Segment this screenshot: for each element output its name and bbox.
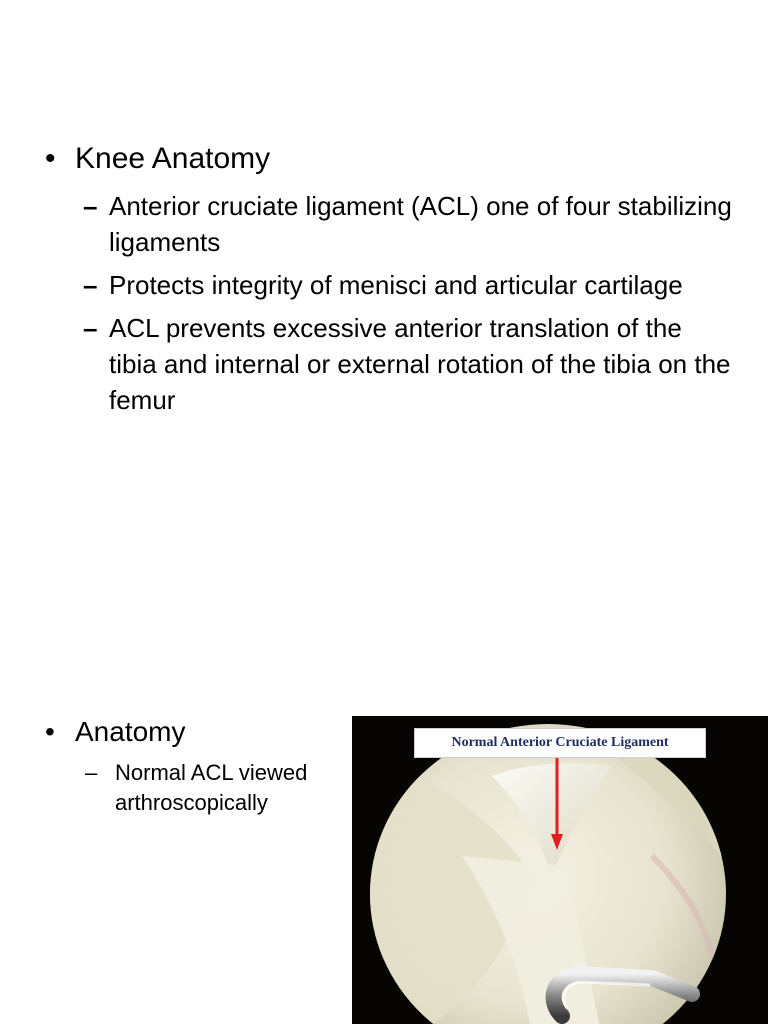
subpoint-acl-ligament [83, 188, 733, 260]
dash-marker: – [85, 760, 98, 785]
bullet-text: Knee Anatomy [75, 142, 271, 175]
subpoint-text: Protects integrity of menisci and articular cartilage [109, 270, 683, 300]
subpoint-normal-acl [85, 758, 347, 818]
image-caption: Normal Anterior Cruciate Ligament [414, 728, 706, 758]
bullet-text: Anatomy [75, 716, 186, 747]
slide-anatomy [0, 512, 768, 1024]
bullet-knee-anatomy [45, 140, 270, 178]
dash-marker: – [83, 191, 98, 221]
bullet-anatomy [45, 714, 186, 750]
subpoint-protects-integrity [83, 267, 733, 303]
subpoint-prevents-translation [83, 310, 733, 418]
subpoint-list [83, 188, 733, 425]
subpoint-text: ACL prevents excessive anterior translation of the tibia and internal or external rotation of the tibia on the femur [109, 313, 731, 415]
dash-marker: – [83, 313, 98, 343]
arthroscope-view [352, 716, 768, 1024]
dash-marker: – [83, 270, 98, 300]
bullet-marker: • [45, 716, 55, 747]
subpoint-text: Anterior cruciate ligament (ACL) one of four stabilizing ligaments [109, 191, 732, 257]
arthroscopic-acl-image [352, 716, 768, 1024]
bullet-marker: • [45, 142, 56, 175]
subpoint-text: Normal ACL viewed arthroscopically [115, 760, 308, 815]
